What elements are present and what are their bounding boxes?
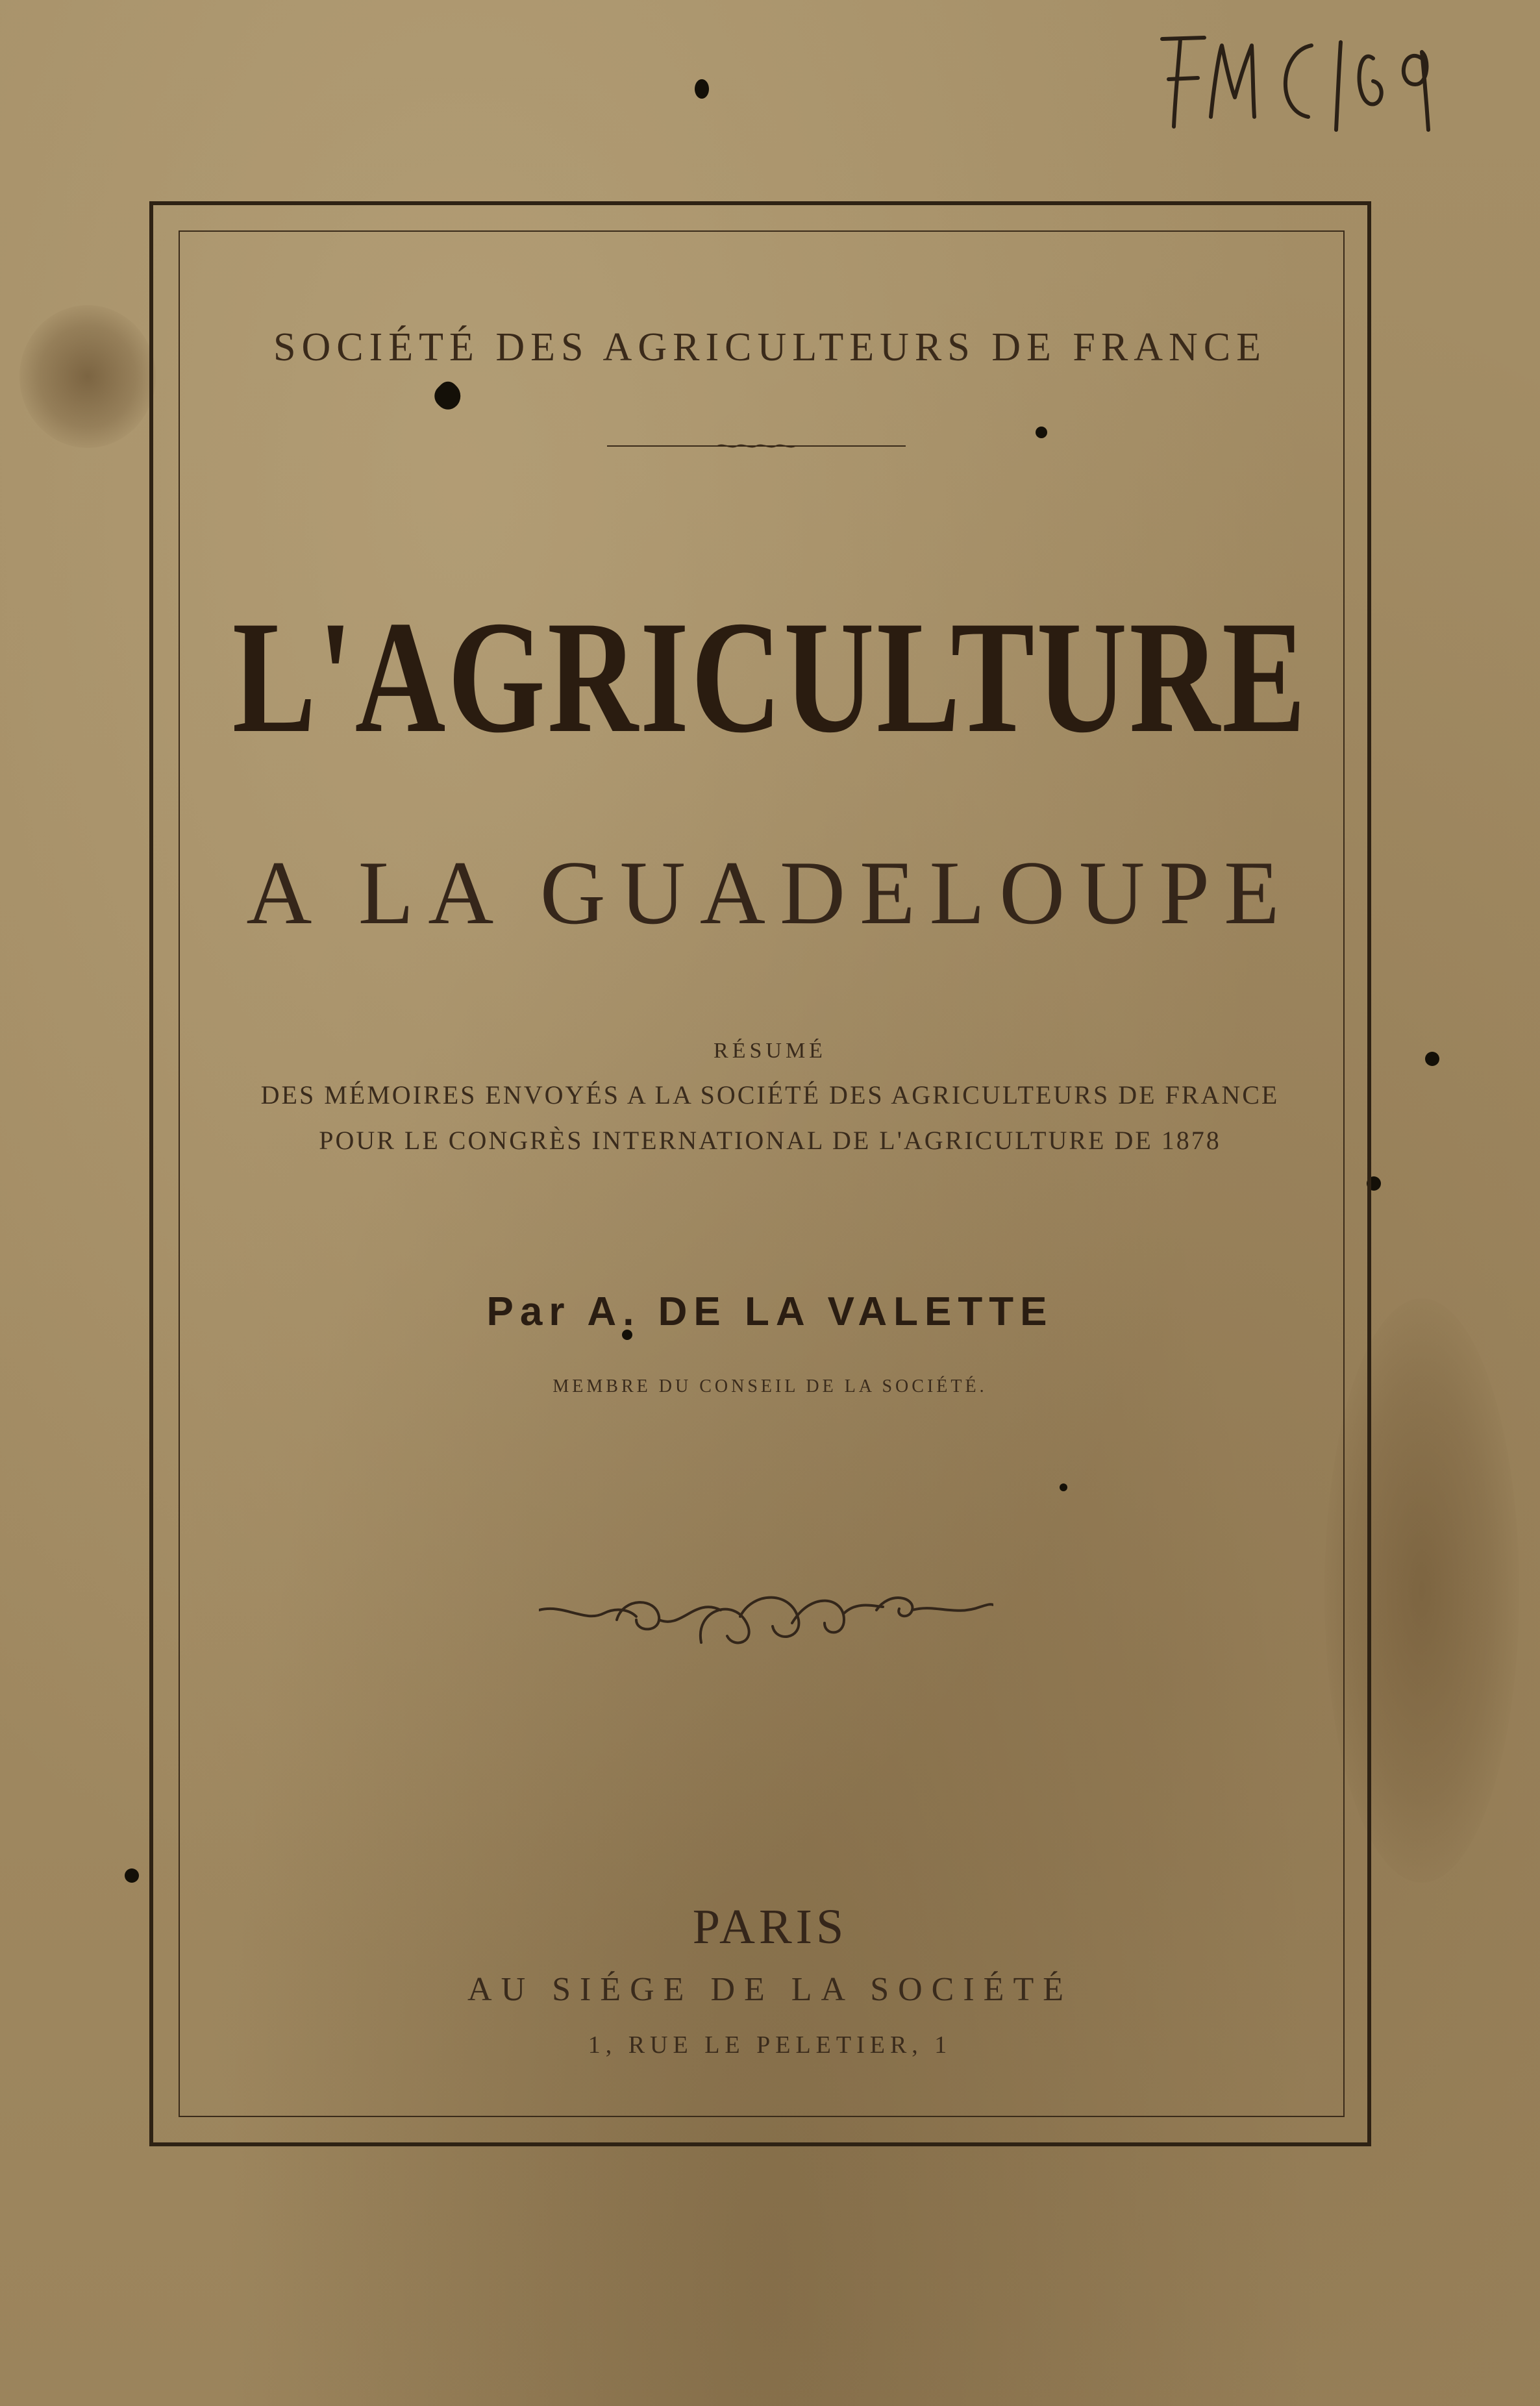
header-rule xyxy=(607,443,906,449)
society-header: SOCIÉTÉ DES AGRICULTEURS DE FRANCE xyxy=(273,325,1267,369)
imprint-publisher: AU SIÉGE DE LA SOCIÉTÉ xyxy=(467,1971,1073,2008)
summary-label: RÉSUMÉ xyxy=(714,1039,826,1063)
decorative-ornament xyxy=(539,1571,993,1668)
author-title: MEMBRE DU CONSEIL DE LA SOCIÉTÉ. xyxy=(553,1376,987,1396)
summary-line-1: DES MÉMOIRES ENVOYÉS A LA SOCIÉTÉ DES AGRICULTEURS DE FRANCE xyxy=(260,1080,1280,1110)
imprint-city: PARIS xyxy=(692,1900,848,1954)
inner-border xyxy=(179,230,1345,2117)
subtitle: A LA GUADELOUPE xyxy=(246,843,1294,943)
main-title: L'AGRICULTURE xyxy=(232,588,1308,766)
summary-line-2: POUR LE CONGRÈS INTERNATIONAL DE L'AGRICULTURE DE 1878 xyxy=(319,1126,1221,1155)
ink-speck xyxy=(125,1868,139,1883)
ink-speck xyxy=(695,79,709,99)
imprint-address: 1, RUE LE PELETIER, 1 xyxy=(588,2031,952,2059)
author: Par A. DE LA VALETTE xyxy=(486,1289,1054,1334)
